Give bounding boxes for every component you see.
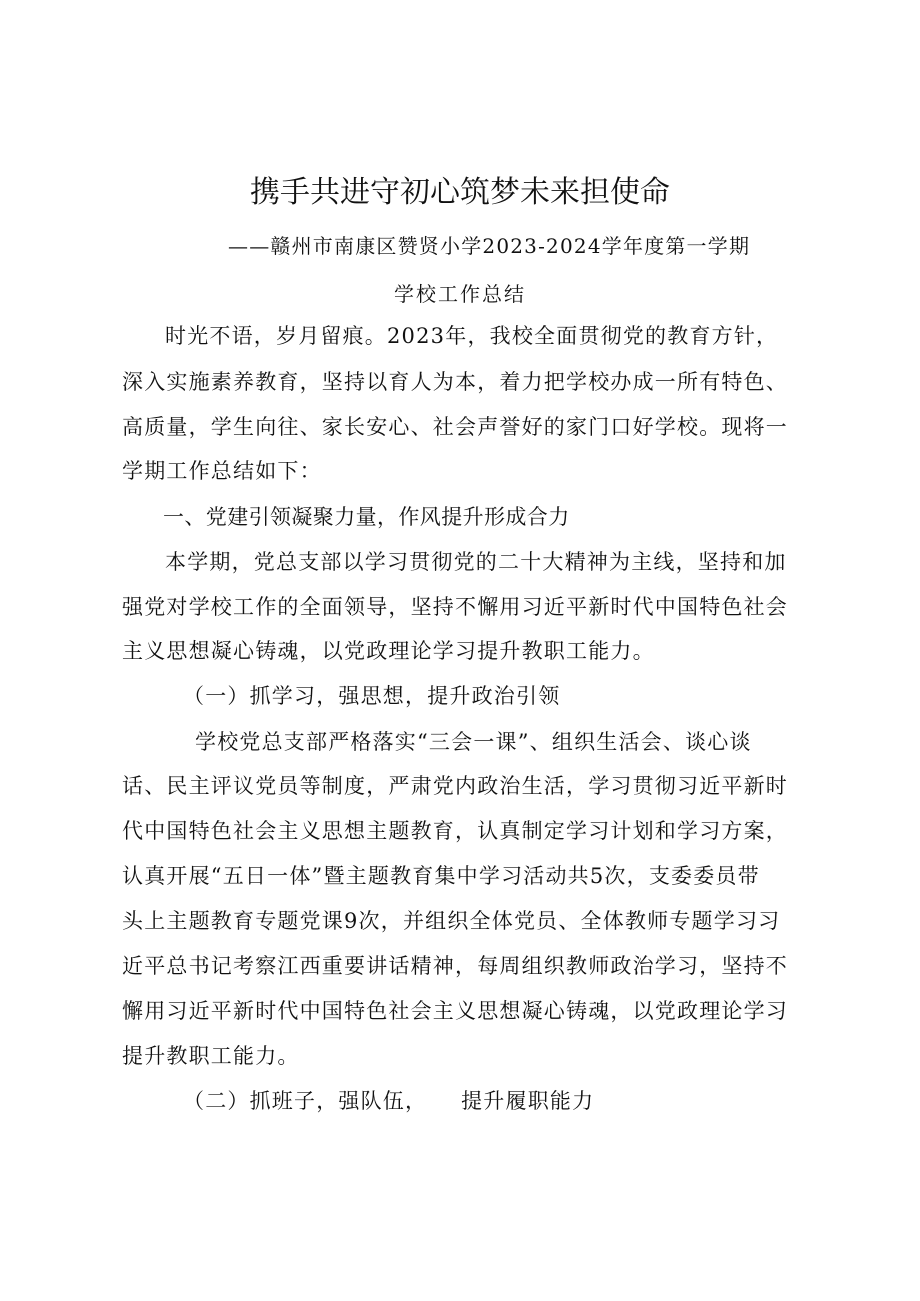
section-heading-1: 一、党建引领凝聚力量，作风提升形成合力: [163, 505, 570, 529]
section1-paragraph-line: 主义思想凝心铸魂，以党政理论学习提升教职工能力。: [122, 639, 655, 663]
section1-paragraph-line: 本学期，党总支部以学习贯彻党的二十大精神为主线，坚持和加: [165, 550, 787, 574]
document-subtitle: ——赣州市南康区赞贤小学2023-2024学年度第一学期: [228, 234, 751, 258]
subsection1-paragraph-line: 懈用习近平新时代中国特色社会主义思想凝心铸魂，以党政理论学习: [122, 999, 788, 1023]
intro-line: 深入实施素养教育，坚持以育人为本，着力把学校办成一所有特色、: [122, 370, 788, 394]
subsection1-paragraph-line: 提升教职工能力。: [122, 1044, 300, 1068]
subsection1-paragraph-line: 头上主题教育专题党课9次，并组织全体党员、全体教师专题学习习: [122, 909, 781, 933]
subsection1-paragraph-line: 认真开展“五日一体”暨主题教育集中学习活动共5次，支委委员带: [122, 864, 760, 888]
intro-line: 时光不语，岁月留痕。2023年，我校全面贯彻党的教育方针，: [165, 324, 779, 348]
subsection1-paragraph-line: 学校党总支部严格落实“三会一课”、组织生活会、谈心谈: [195, 730, 752, 754]
document-title: 携手共进守初心筑梦未来担使命: [250, 175, 670, 210]
subsection1-paragraph-line: 话、民主评议党员等制度，严肃党内政治生活，学习贯彻习近平新时: [122, 774, 788, 798]
subsection-heading-1: （一）抓学习，强思想，提升政治引领: [183, 684, 561, 708]
intro-line: 学期工作总结如下：: [122, 459, 322, 483]
intro-line: 高质量，学生向往、家长安心、社会声誉好的家门口好学校。现将一: [122, 415, 788, 439]
section1-paragraph-line: 强党对学校工作的全面领导，坚持不懈用习近平新时代中国特色社会: [122, 595, 788, 619]
document-subtitle-continued: 学校工作总结: [394, 282, 526, 306]
subsection-heading-2: （二）抓班子，强队伍， 提升履职能力: [183, 1089, 595, 1113]
subsection1-paragraph-line: 代中国特色社会主义思想主题教育，认真制定学习计划和学习方案，: [122, 819, 788, 843]
subsection1-paragraph-line: 近平总书记考察江西重要讲话精神，每周组织教师政治学习，坚持不: [122, 954, 788, 978]
